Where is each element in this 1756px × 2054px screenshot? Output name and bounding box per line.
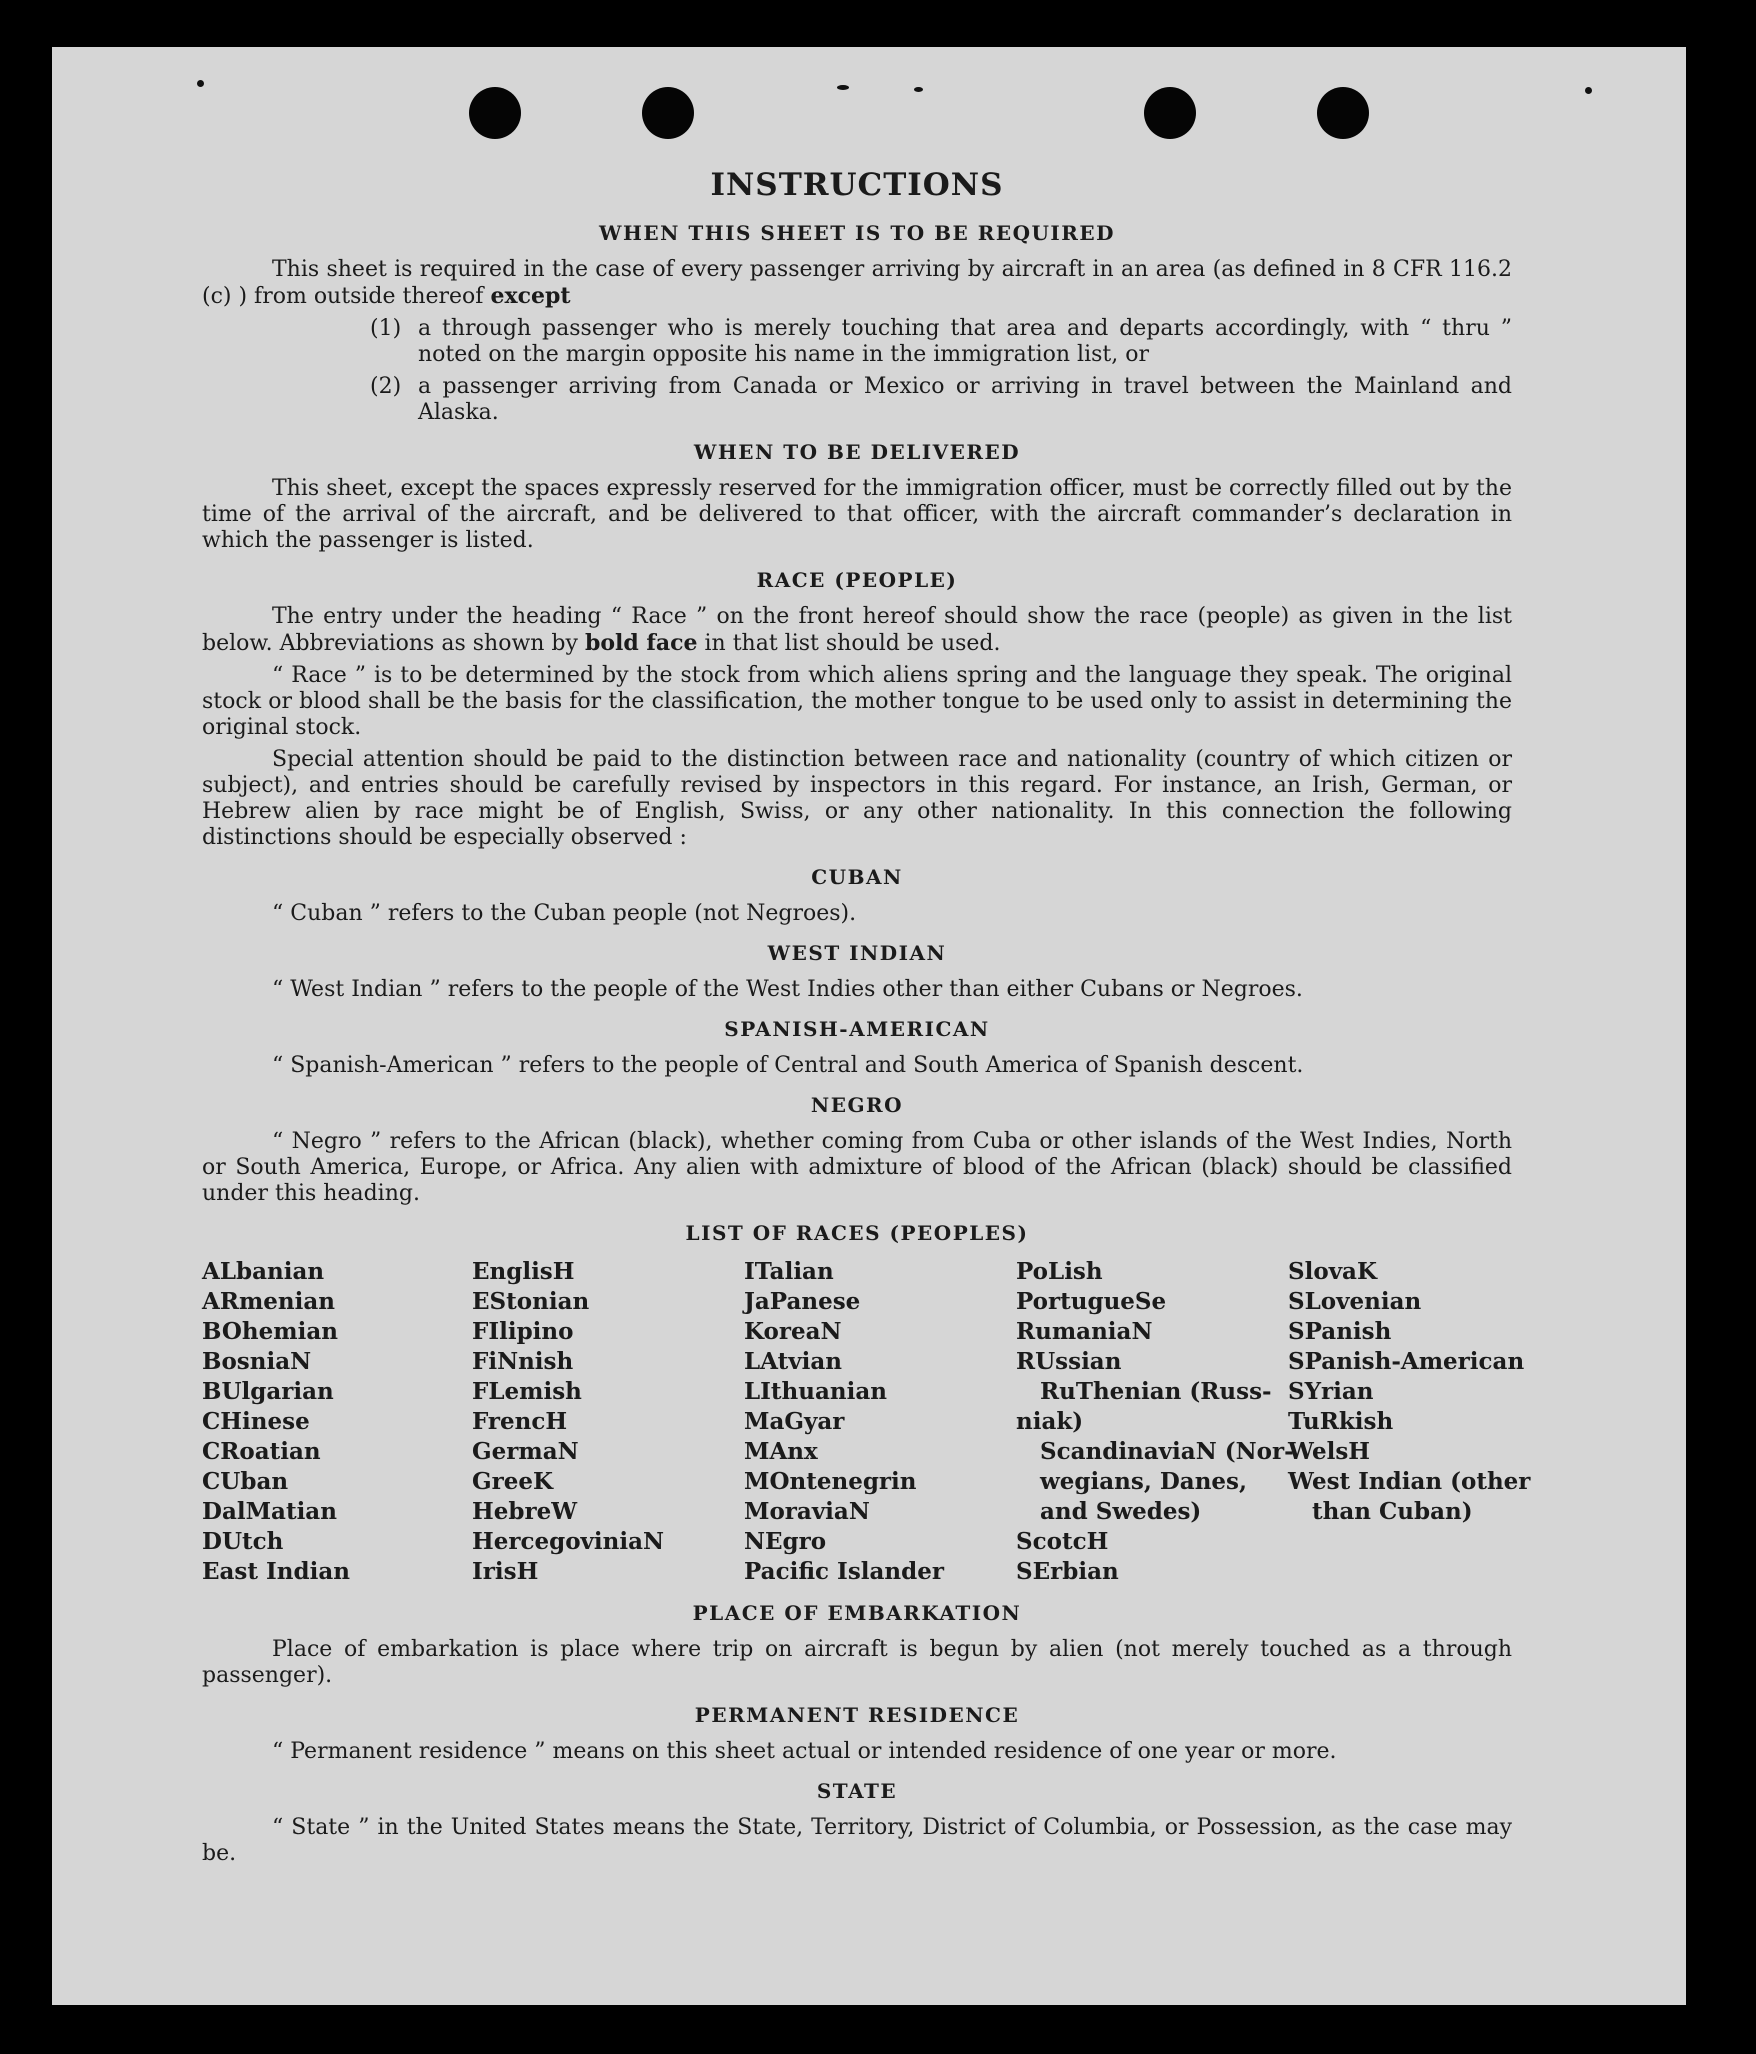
race-entry: SLovenian — [1288, 1288, 1422, 1315]
punch-hole-4 — [1317, 87, 1369, 139]
paragraph-residence: “ Permanent residence ” means on this sheet actual or intended residence of one year or more. — [272, 1739, 1337, 1764]
paragraph-west-indian: “ West Indian ” refers to the people of the West Indies other than either Cubans or Negroes. — [272, 977, 1303, 1002]
exception-item-2 — [370, 374, 1512, 426]
race-entry: SPanish-American — [1288, 1348, 1525, 1375]
paragraph-cuban: “ Cuban ” refers to the Cuban people (not Negroes). — [272, 901, 857, 926]
race-entry: LAtvian — [744, 1348, 842, 1375]
speck — [837, 85, 849, 90]
race-entry: niak) — [1016, 1408, 1084, 1435]
race-entry: FrencH — [472, 1408, 568, 1435]
heading-list-of-races: LIST OF RACES (PEOPLES) — [685, 1221, 1029, 1245]
race-entry: EnglisH — [472, 1258, 575, 1285]
race-entry: SlovaK — [1288, 1258, 1377, 1285]
race-entry: East Indian — [202, 1558, 350, 1585]
race-entry: MaGyar — [744, 1408, 845, 1435]
race-entry: EStonian — [472, 1288, 590, 1315]
exception-text: a passenger arriving from Canada or Mexico or arriving in travel between the Mainland and Alaska. — [418, 374, 1512, 425]
punch-hole-1 — [469, 87, 521, 139]
document-page — [52, 47, 1686, 2005]
race-entry: JaPanese — [744, 1288, 861, 1315]
paragraph-race-1 — [202, 604, 1512, 657]
race-entry: RUssian — [1016, 1348, 1122, 1375]
race-entry: ARmenian — [202, 1288, 336, 1315]
races-column-1 — [202, 1257, 472, 1587]
heading-state: STATE — [816, 1779, 898, 1803]
exception-number: (1) — [370, 316, 402, 341]
race-entry-continued: wegians, Danes, — [1040, 1468, 1247, 1495]
paragraph-required — [202, 257, 1512, 310]
heading-cuban: CUBAN — [811, 865, 903, 889]
race-entry: CUban — [202, 1468, 289, 1495]
race-entry: ITalian — [744, 1258, 834, 1285]
race-entry: BUlgarian — [202, 1378, 334, 1405]
heading-when-delivered: WHEN TO BE DELIVERED — [693, 440, 1021, 464]
race-entry: CRoatian — [202, 1438, 321, 1465]
exception-item-1 — [370, 316, 1512, 368]
heading-residence: PERMANENT RESIDENCE — [694, 1703, 1020, 1727]
race-entry-continued: than Cuban) — [1312, 1498, 1473, 1525]
page-title: INSTRUCTIONS — [710, 167, 1004, 203]
race-entry: RumaniaN — [1016, 1318, 1153, 1345]
races-list — [202, 1257, 1531, 1587]
race-entry: IrisH — [472, 1558, 539, 1585]
paragraph-required-bold: except — [490, 283, 571, 309]
speck — [197, 80, 204, 87]
race-entry: ALbanian — [202, 1258, 325, 1285]
race-entry: KoreaN — [744, 1318, 842, 1345]
race-entry: CHinese — [202, 1408, 310, 1435]
race-entry: NEgro — [744, 1528, 827, 1555]
paragraph-race-2: “ Race ” is to be determined by the stock from which aliens spring and the language they speak. The original stock or blood shall be the basis for the classification, the mother tongue to be used only to assist in determining the original stock. — [202, 663, 1512, 740]
exception-text: a through passenger who is merely touching that area and departs accordingly, with “ thru ” noted on the margin opposite his name in the immigration list, or — [418, 316, 1512, 367]
race-entry: GreeK — [472, 1468, 554, 1495]
race-entry: MOntenegrin — [744, 1468, 917, 1495]
heading-when-required: WHEN THIS SHEET IS TO BE REQUIRED — [599, 221, 1115, 245]
paragraph-embarkation: Place of embarkation is place where trip on aircraft is begun by alien (not merely touched as a through passenger). — [202, 1637, 1512, 1688]
race-entry: SYrian — [1288, 1378, 1374, 1405]
exception-number: (2) — [370, 374, 402, 399]
punch-hole-3 — [1144, 87, 1196, 139]
race-entry: SPanish — [1288, 1318, 1392, 1345]
race-entry: HercegoviniaN — [472, 1528, 665, 1555]
race-entry: ScotcH — [1016, 1528, 1109, 1555]
race-entry-continued: RuThenian (Russ- — [1040, 1378, 1272, 1405]
heading-embarkation: PLACE OF EMBARKATION — [692, 1601, 1022, 1625]
race-entry: MoraviaN — [744, 1498, 870, 1525]
instructions-content — [202, 167, 1531, 1873]
paragraph-required-text: This sheet is required in the case of every passenger arriving by aircraft in an area (as defined in 8 CFR 116.2 (c) ) from outside thereof — [202, 257, 1512, 309]
race-entry: PoLish — [1016, 1258, 1103, 1285]
races-column-2 — [472, 1257, 744, 1587]
race-entry: West Indian (other — [1288, 1468, 1531, 1495]
race-entry: HebreW — [472, 1498, 578, 1525]
paragraph-race-1-end: in that list should be used. — [697, 631, 1001, 656]
races-column-3 — [744, 1257, 1016, 1587]
paragraph-race-1-text: The entry under the heading “ Race ” on the front hereof should show the race (people) as given in the list below. Abbreviations as shown by — [202, 604, 1512, 656]
speck — [1585, 87, 1592, 94]
race-entry: TuRkish — [1288, 1408, 1394, 1435]
race-entry: SErbian — [1016, 1558, 1119, 1585]
races-column-5 — [1288, 1257, 1531, 1587]
race-entry: LIthuanian — [744, 1378, 887, 1405]
punch-hole-2 — [642, 87, 694, 139]
race-entry: FIlipino — [472, 1318, 574, 1345]
race-entry: BOhemian — [202, 1318, 338, 1345]
race-entry-continued: ScandinaviaN (Nor- — [1040, 1438, 1294, 1465]
race-entry: MAnx — [744, 1438, 818, 1465]
race-entry: PortugueSe — [1016, 1288, 1167, 1315]
race-entry: DalMatian — [202, 1498, 337, 1525]
paragraph-race-3: Special attention should be paid to the distinction between race and nationality (country of which citizen or subject), and entries should be carefully revised by inspectors in this regard. For instance, an Irish, German, or Hebrew alien by race might be of English, Swiss, or any other nationality. In this connection the following distinctions should be especially observed : — [202, 747, 1512, 850]
paragraph-negro: “ Negro ” refers to the African (black), whether coming from Cuba or other islands of the West Indies, North or South America, Europe, or Africa. Any alien with admixture of blood of the African (black) should be classified under this heading. — [202, 1129, 1512, 1206]
heading-west-indian: WEST INDIAN — [767, 941, 947, 965]
race-entry: FLemish — [472, 1378, 582, 1405]
race-entry: Pacific Islander — [744, 1558, 944, 1585]
heading-negro: NEGRO — [810, 1093, 904, 1117]
paragraph-spanish-american: “ Spanish-American ” refers to the people of Central and South America of Spanish descent. — [272, 1053, 1304, 1078]
race-entry: DUtch — [202, 1528, 284, 1555]
paragraph-state: “ State ” in the United States means the State, Territory, District of Columbia, or Possession, as the case may be. — [202, 1815, 1512, 1866]
heading-race: RACE (PEOPLE) — [756, 568, 958, 592]
speck — [914, 87, 923, 92]
race-entry: FiNnish — [472, 1348, 574, 1375]
paragraph-race-1-bold: bold face — [584, 630, 698, 656]
paragraph-delivered: This sheet, except the spaces expressly reserved for the immigration officer, must be correctly filled out by the time of the arrival of the aircraft, and be delivered to that officer, with the aircraft commander’s declaration in which the passenger is listed. — [202, 476, 1512, 553]
heading-spanish-american: SPANISH-AMERICAN — [724, 1017, 990, 1041]
race-entry-continued: and Swedes) — [1040, 1498, 1202, 1525]
race-entry: WelsH — [1288, 1438, 1371, 1465]
race-entry: BosniaN — [202, 1348, 312, 1375]
race-entry: GermaN — [472, 1438, 579, 1465]
races-column-4 — [1016, 1257, 1294, 1587]
